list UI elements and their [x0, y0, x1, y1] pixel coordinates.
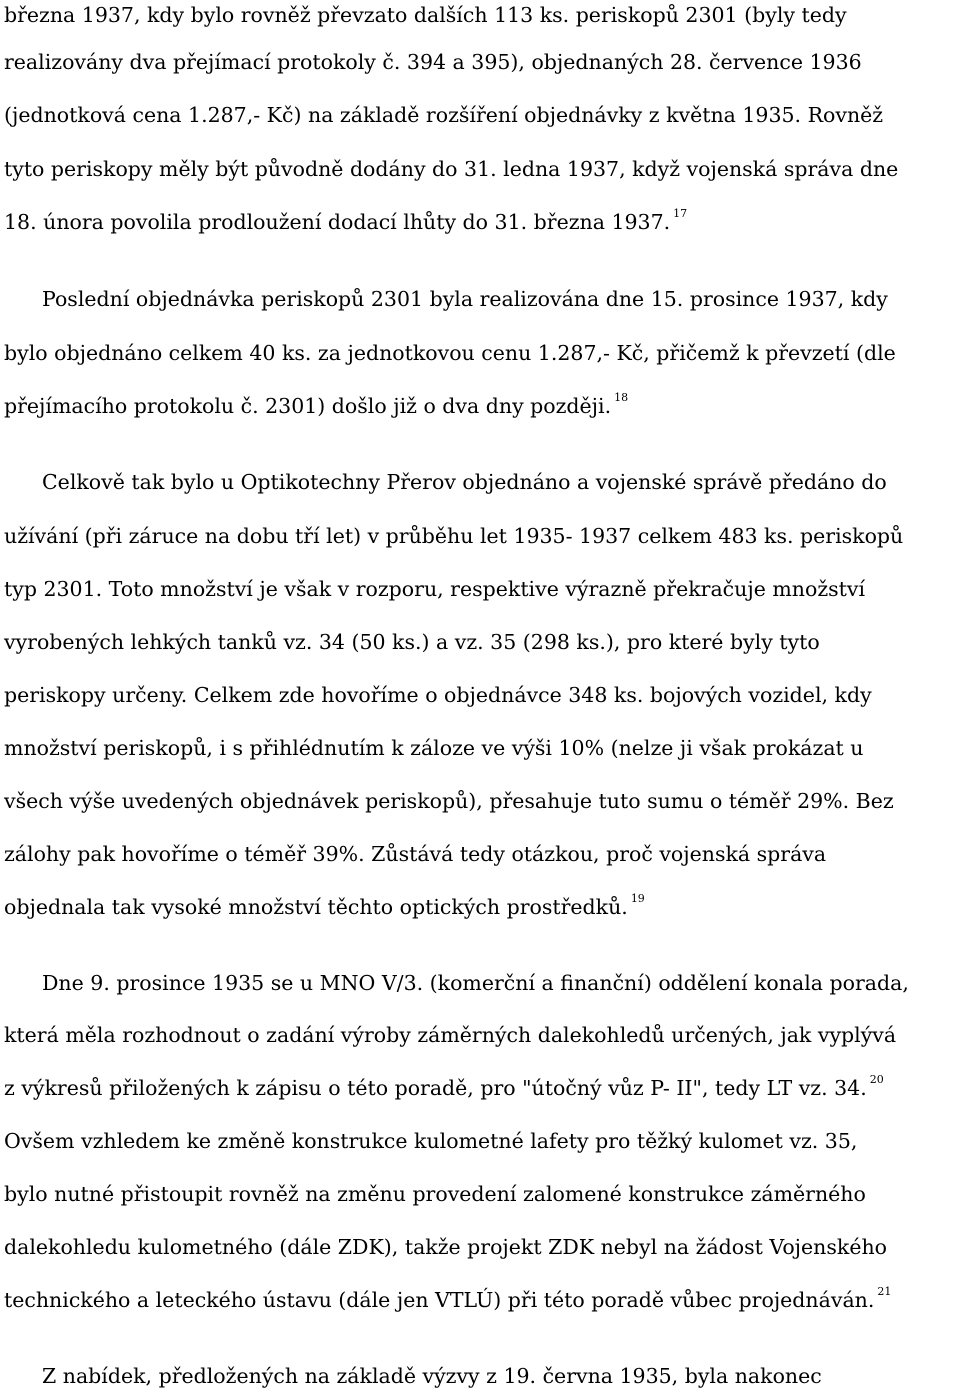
- text-line: realizovány dva přejímací protokoly č. 394 a 395), objednaných 28. července 1936: [4, 50, 862, 74]
- text-line: 18. února povolila prodloužení dodací lhůty do 31. března 1937. $^{17}$: [4, 207, 688, 234]
- text-line: přejímacího protokolu č. 2301) došlo již o dva dny později. $^{18}$: [4, 391, 629, 418]
- text-line: vyrobených lehkých tanků vz. 34 (50 ks.) a vz. 35 (298 ks.), pro které byly tyto: [4, 630, 820, 654]
- text-line: března 1937, kdy bylo rovněž převzato dalších 113 ks. periskopů 2301 (byly tedy: [4, 3, 847, 27]
- footnote-marker: 17: [673, 207, 688, 220]
- text-line: dalekohledu kulometného (dále ZDK), takže projekt ZDK nebyl na žádost Vojenského: [4, 1235, 887, 1259]
- text-line: Ovšem vzhledem ke změně konstrukce kulometné lafety pro těžký kulomet vz. 35,: [4, 1129, 858, 1153]
- text-line: Z nabídek, předložených na základě výzvy z 19. června 1935, byla nakonec: [42, 1364, 822, 1388]
- text-line: množství periskopů, i s přihlédnutím k záloze ve výši 10% (nelze ji však prokázat u: [4, 736, 864, 760]
- footnote-marker: 20: [869, 1073, 884, 1086]
- text-line: tyto periskopy měly být původně dodány do 31. ledna 1937, když vojenská správa dne: [4, 157, 899, 181]
- text-line: která měla rozhodnout o zadání výroby záměrných dalekohledů určených, jak vyplývá: [4, 1023, 897, 1047]
- footnote-marker: 18: [614, 391, 629, 404]
- text-line: technického a leteckého ústavu (dále jen VTLÚ) při této poradě vůbec projednáván. $^{21}$: [4, 1285, 892, 1312]
- text-line: objednala tak vysoké množství těchto optických prostředků. $^{19}$: [4, 892, 645, 919]
- text-line: Dne 9. prosince 1935 se u MNO V/3. (komerční a finanční) oddělení konala porada,: [42, 971, 909, 995]
- text-line: bylo objednáno celkem 40 ks. za jednotkovou cenu 1.287,- Kč, přičemž k převzetí (dle: [4, 341, 896, 365]
- text-line: všech výše uvedených objednávek periskopů), přesahuje tuto sumu o téměř 29%. Bez: [4, 789, 894, 813]
- text-line: Poslední objednávka periskopů 2301 byla realizována dne 15. prosince 1937, kdy: [42, 287, 888, 311]
- text-line: z výkresů přiložených k zápisu o této poradě, pro "útočný vůz P- II", tedy LT vz. 34. $^{20}$: [4, 1073, 884, 1100]
- footnote-marker: 21: [877, 1285, 892, 1298]
- text-line: bylo nutné přistoupit rovněž na změnu provedení zalomené konstrukce záměrného: [4, 1182, 866, 1206]
- text-line: (jednotková cena 1.287,- Kč) na základě rozšíření objednávky z května 1935. Rovněž: [4, 103, 884, 127]
- text-line: zálohy pak hovoříme o téměř 39%. Zůstává tedy otázkou, proč vojenská správa: [4, 842, 827, 866]
- text-line: periskopy určeny. Celkem zde hovoříme o objednávce 348 ks. bojových vozidel, kdy: [4, 683, 872, 707]
- text-line: typ 2301. Toto množství je však v rozporu, respektive výrazně překračuje množství: [4, 577, 866, 601]
- text-line: užívání (při záruce na dobu tří let) v průběhu let 1935- 1937 celkem 483 ks. periskopů: [4, 524, 904, 548]
- footnote-marker: 19: [630, 892, 645, 905]
- text-line: Celkově tak bylo u Optikotechny Přerov objednáno a vojenské správě předáno do: [42, 470, 887, 494]
